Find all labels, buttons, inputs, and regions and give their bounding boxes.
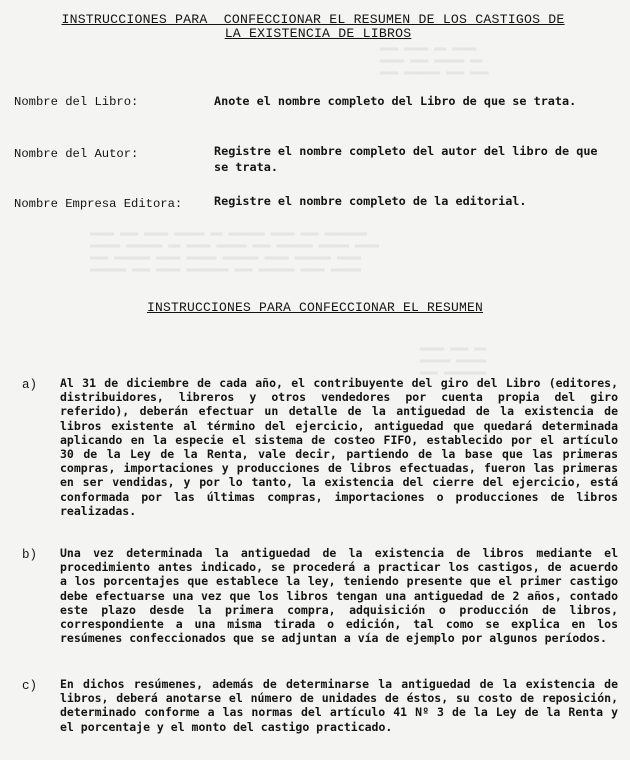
- item-letter-a: a): [22, 378, 38, 392]
- item-text-a: Al 31 de diciembre de cada año, el contribuyente del giro del Libro (editores, distribuidores, libreros y otros vendedores por cuenta propia del giro referido), deberán efectuar un detalle de la antiguedad de la existencia de libros existente al término del ejercicio, antiguedad que quedará determinada aplicando en la especie el sistema de costeo FIFO, establecido por el artículo 30 de la Ley de la Renta, vale decir, partiendo de la base que las primeras compras, importaciones y producciones de libros efectuadas, fueron las primeras en ser vendidas, y por lo tanto, la existencia del cierre del ejercicio, está conformada por las últimas compras, importaciones o producciones de libros realizadas.: [60, 376, 618, 518]
- bleed-through-texture: ▂▂▂▂ ▂▂▂ ▂▂▂▂ ▂▂▂▂▂ ▂▂ ▂▂▂▂▂▂ ▂▂▂▂ ▂▂▂ ▂▂▂▂▂▂▂ ▂▂▂▂▂ ▂▂▂▂▂▂ ▂▂ ▂▂▂▂ ▂▂▂▂▂ ▂▂▂ ▂▂▂▂▂▂ ▂▂▂▂▂ ▂▂▂▂ ▂▂▂ ▂▂▂▂▂▂ ▂▂▂▂ ▂▂▂▂▂ ▂▂▂▂▂▂ ▂▂▂▂ ▂▂▂▂▂▂ ▂▂▂▂ ▂▂▂▂▂▂ ▂▂▂ ▂▂▂▂ ▂▂▂▂▂▂▂ ▂▂▂ ▂▂▂▂▂▂ ▂▂▂▂ ▂▂▂▂▂: [90, 225, 379, 272]
- item-text-b: Una vez determinada la antiguedad de la existencia de libros mediante el procedimiento antes indicado, se procederá a practicar los castigos, de acuerdo a los porcentajes que establece la ley, teniendo presente que el primer castigo debe efectuarse una vez que los libros tengan una antiguedad de 2 años, contado este plazo desde la primera compra, adquisición o producción de libros, correspondiente a una misma tirada o edición, tal como se explica en los resúmenes confeccionados que se adjuntan a vía de ejemplo por algunos períodos.: [60, 546, 618, 646]
- field-label-author-name: Nombre del Autor:: [14, 147, 139, 161]
- item-letter-b: b): [22, 548, 38, 562]
- item-letter-c: c): [22, 679, 38, 693]
- bleed-through-texture: ▂▂▂▂ ▂▂▂ ▂▂ ▂▂▂▂▂ ▂▂▂▂▂ ▂▂▂ ▂▂▂▂▂▂▂: [420, 340, 487, 375]
- field-description-book-name: Anote el nombre completo del Libro de que se trata.: [214, 94, 577, 108]
- bleed-through-texture: ▂▂▂ ▂▂▂▂ ▂▂ ▂▂▂▂ ▂▂▂▂ ▂▂▂ ▂▂▂▂▂ ▂▂ ▂▂▂ ▂▂▂▂▂▂ ▂▂▂ ▂▂▂: [380, 40, 489, 75]
- document-title-line-1: INSTRUCCIONES PARA CONFECCIONAR EL RESUMEN DE LOS CASTIGOS DE: [61, 12, 565, 27]
- field-description-publisher-name: Registre el nombre completo de la editorial.: [214, 194, 527, 208]
- field-label-book-name: Nombre del Libro:: [14, 95, 139, 109]
- field-description-author-name: Registre el nombre completo del autor del libro de que se trata.: [214, 144, 598, 174]
- item-text-c: En dichos resúmenes, además de determinarse la antiguedad de la existencia de libros, deberá anotarse el número de unidades de éstos, su costo de reposición, determinado conforme a las normas del artículo 41 Nº 3 de la Ley de la Renta y el porcentaje y el monto del castigo practicado.: [60, 677, 618, 734]
- section-title: INSTRUCCIONES PARA CONFECCIONAR EL RESUMEN: [146, 300, 484, 315]
- document-title-line-2: LA EXISTENCIA DE LIBROS: [224, 26, 412, 41]
- field-label-publisher-name: Nombre Empresa Editora:: [14, 197, 183, 211]
